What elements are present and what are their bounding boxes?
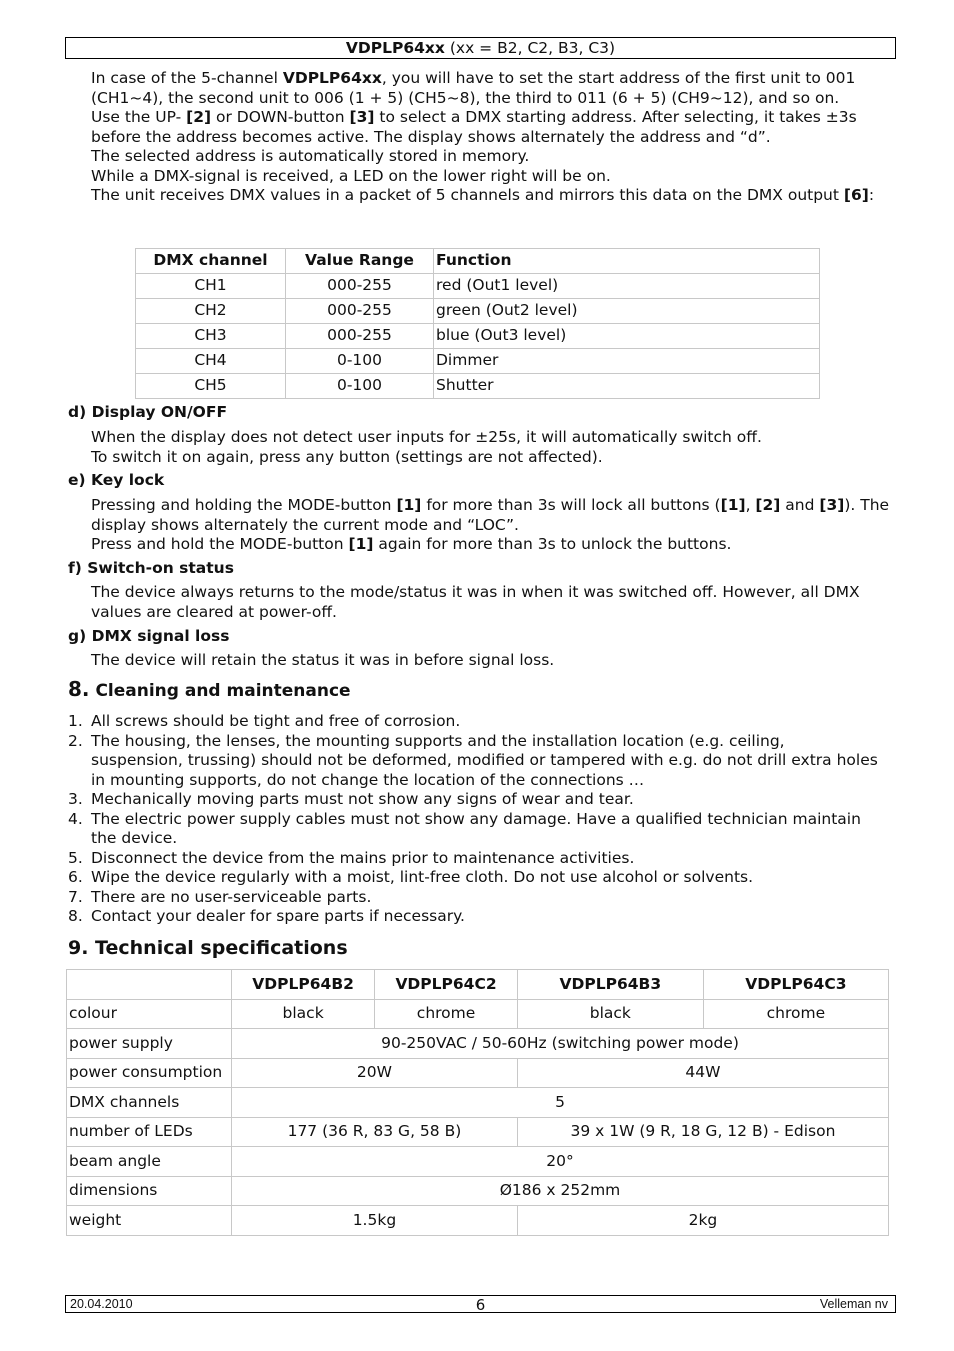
spec-value: chrome [375, 999, 518, 1029]
specs-header-c3: VDPLP64C3 [703, 970, 888, 1000]
table-row [136, 324, 820, 349]
dmx-header-channel: DMX channel [136, 249, 286, 274]
spec-label: power supply [67, 1029, 232, 1059]
spec-value: Ø186 x 252mm [232, 1176, 889, 1206]
specs-heading: 9. Technical specifications [68, 937, 348, 959]
table-row [67, 1088, 889, 1118]
spec-value: 2kg [517, 1206, 888, 1236]
intro-paragraph-3: The selected address is automatically stored in memory. [91, 147, 530, 165]
maintenance-number: 8. [68, 677, 90, 701]
table-row [136, 374, 820, 399]
intro-section [91, 69, 891, 206]
table-header-row [67, 970, 889, 1000]
dmx-cell: Dimmer [434, 349, 820, 374]
list-item: 8. Contact your dealer for spare parts if necessary. [68, 907, 465, 925]
spec-value: 5 [232, 1088, 889, 1118]
header-suffix: (xx = B2, C2, B3, C3) [444, 39, 616, 57]
spec-value: chrome [703, 999, 888, 1029]
spec-label: DMX channels [67, 1088, 232, 1118]
display-paragraph-2: To switch it on again, press any button (settings are not affected). [91, 447, 603, 466]
dmx-cell: 0-100 [286, 349, 434, 374]
spec-label: dimensions [67, 1176, 232, 1206]
dmx-cell: CH4 [136, 349, 286, 374]
intro-paragraph-2: Use the UP- [2] or DOWN-button [3] to select a DMX starting address. After selecting, it takes ±3s before the address becomes active. The display shows alternately the address and “d”. [91, 108, 857, 146]
display-paragraph-1: When the display does not detect user inputs for ±25s, it will automatically switch off. [91, 428, 762, 446]
dmx-cell: CH1 [136, 274, 286, 299]
dmx-header-function: Function [434, 249, 820, 274]
switchon-paragraph: The device always returns to the mode/status it was in when it was switched off. However, all DMX values are cleared at power-off. [91, 583, 860, 621]
table-row [67, 1176, 889, 1206]
list-item: 7. There are no user-serviceable parts. [68, 887, 372, 906]
intro-paragraph-4: While a DMX-signal is received, a LED on the lower right will be on. [91, 166, 611, 185]
display-section [91, 428, 891, 467]
table-row [67, 999, 889, 1029]
list-item: 2. The housing, the lenses, the mounting supports and the installation location (e.g. ceiling, suspension, trussing) should not be deformed, modified or tampered with e.g. do not drill extra holes in mounting supports, do not change the location of the connections … [68, 731, 878, 789]
footer-date: 20.04.2010 [70, 1297, 133, 1311]
table-row [136, 299, 820, 324]
spec-label: power consumption [67, 1058, 232, 1088]
dmx-cell: CH2 [136, 299, 286, 324]
keylock-paragraph-1: Pressing and holding the MODE-button [1] for more than 3s will lock all buttons ([1], [2] and [3]). The display shows alternately the current mode and “LOC”. [91, 496, 890, 534]
spec-label: weight [67, 1206, 232, 1236]
specs-table [66, 969, 889, 1236]
footer-page-number: 6 [475, 1296, 486, 1314]
spec-value: 90-250VAC / 50-60Hz (switching power mode) [232, 1029, 889, 1059]
spec-label: colour [67, 999, 232, 1029]
table-row [136, 274, 820, 299]
dmx-cell: 000-255 [286, 299, 434, 324]
specs-header-c2: VDPLP64C2 [375, 970, 518, 1000]
specs-header-b2: VDPLP64B2 [232, 970, 375, 1000]
specs-header-empty [67, 970, 232, 1000]
signalloss-paragraph: The device will retain the status it was in before signal loss. [91, 651, 555, 669]
page-header [65, 37, 896, 59]
table-row [67, 1029, 889, 1059]
footer-company: Velleman nv [819, 1297, 888, 1311]
list-item: 6. Wipe the device regularly with a moist, lint-free cloth. Do not use alcohol or solvents. [68, 868, 754, 886]
dmx-cell: blue (Out3 level) [434, 324, 820, 349]
maintenance-heading [68, 677, 351, 702]
dmx-cell: 000-255 [286, 324, 434, 349]
maintenance-title: Cleaning and maintenance [95, 681, 351, 701]
spec-value: 39 x 1W (9 R, 18 G, 12 B) - Edison [517, 1117, 888, 1147]
dmx-cell: CH3 [136, 324, 286, 349]
keylock-paragraph-2: Press and hold the MODE-button [1] again for more than 3s to unlock the buttons. [91, 535, 732, 553]
intro-paragraph-1: In case of the 5-channel VDPLP64xx, you will have to set the start address of the first unit to 001 (CH1~4), the second unit to 006 (1 + 5) (CH5~8), the third to 011 (6 + 5) (CH9~12), and so on. [91, 69, 856, 107]
spec-value: black [232, 999, 375, 1029]
dmx-cell: 000-255 [286, 274, 434, 299]
table-row [67, 1206, 889, 1236]
spec-value: 44W [517, 1058, 888, 1088]
table-header-row [136, 249, 820, 274]
spec-label: number of LEDs [67, 1117, 232, 1147]
list-item: 5. Disconnect the device from the mains prior to maintenance activities. [68, 848, 635, 867]
dmx-channel-table [135, 248, 820, 399]
dmx-cell: 0-100 [286, 374, 434, 399]
spec-label: beam angle [67, 1147, 232, 1177]
dmx-cell: CH5 [136, 374, 286, 399]
table-row [136, 349, 820, 374]
header-model: VDPLP64xx [345, 39, 445, 57]
table-row [67, 1147, 889, 1177]
dmx-cell: Shutter [434, 374, 820, 399]
specs-header-b3: VDPLP64B3 [517, 970, 703, 1000]
spec-value: 1.5kg [232, 1206, 518, 1236]
table-row [67, 1117, 889, 1147]
keylock-heading: e) Key lock [68, 471, 165, 489]
keylock-section [91, 496, 891, 555]
spec-value: 20W [232, 1058, 518, 1088]
signalloss-heading: g) DMX signal loss [68, 627, 230, 645]
list-item: 1. All screws should be tight and free of corrosion. [68, 712, 461, 730]
page-footer [65, 1295, 896, 1313]
spec-value: 177 (36 R, 83 G, 58 B) [232, 1117, 518, 1147]
list-item: 4. The electric power supply cables must not show any damage. Have a qualified technician maintain the device. [68, 809, 861, 847]
intro-paragraph-5: The unit receives DMX values in a packet of 5 channels and mirrors this data on the DMX output [6]: [91, 186, 875, 204]
list-item: 3. Mechanically moving parts must not show any signs of wear and tear. [68, 790, 634, 808]
spec-value: black [517, 999, 703, 1029]
dmx-cell: green (Out2 level) [434, 299, 820, 324]
switchon-heading: f) Switch-on status [68, 559, 234, 577]
display-heading: d) Display ON/OFF [68, 403, 228, 421]
spec-value: 20° [232, 1147, 889, 1177]
table-row [67, 1058, 889, 1088]
maintenance-list [68, 712, 878, 927]
dmx-header-range: Value Range [286, 249, 434, 274]
dmx-cell: red (Out1 level) [434, 274, 820, 299]
